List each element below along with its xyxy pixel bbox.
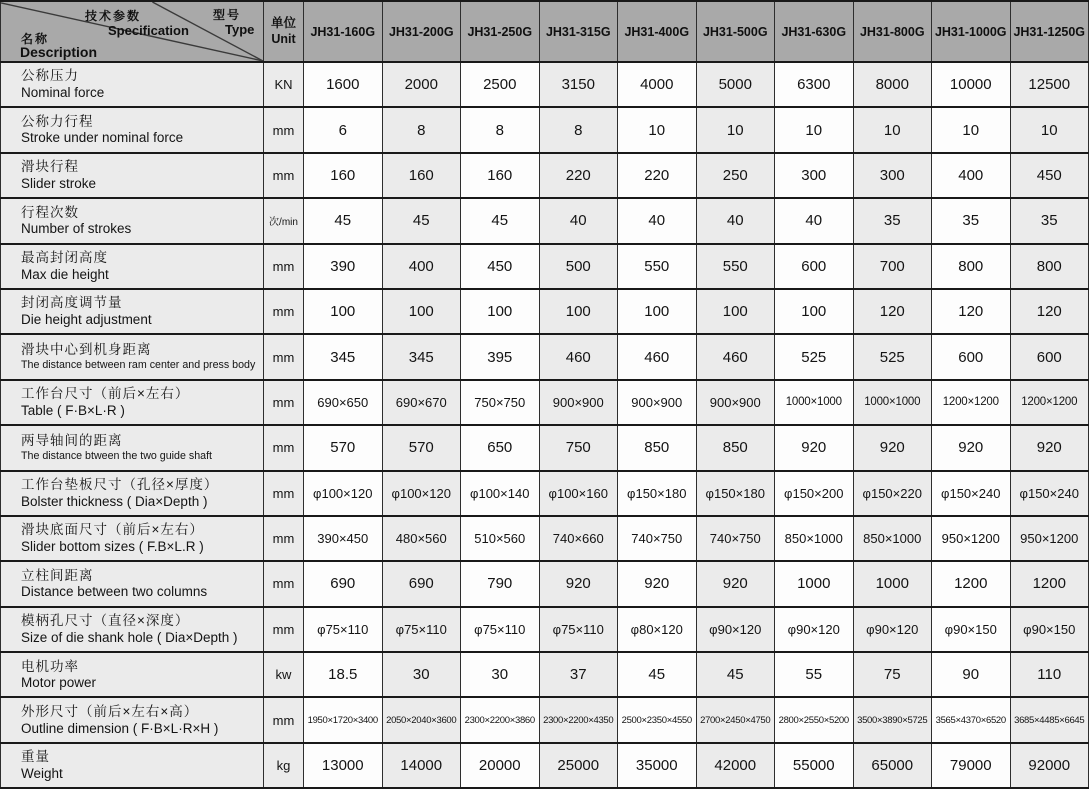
table-row: [1, 244, 1089, 289]
row-label: [1, 244, 264, 289]
value-cell: 2300×2200×4350: [539, 697, 618, 742]
value-cell: 45: [461, 198, 540, 243]
model-column-header: JH31-500G: [696, 1, 775, 62]
value-cell: 2000: [382, 62, 461, 107]
value-cell: 2500×2350×4550: [618, 697, 697, 742]
row-label: [1, 697, 264, 742]
row-label-zh: 重量: [21, 749, 50, 765]
value-cell: 250: [696, 153, 775, 198]
value-cell: 850: [618, 425, 697, 470]
value-cell: 55000: [775, 743, 854, 788]
row-label: [1, 153, 264, 198]
value-cell: 160: [461, 153, 540, 198]
value-cell: 1200×1200: [932, 380, 1011, 425]
value-cell: 6: [304, 107, 383, 152]
value-cell: 700: [853, 244, 932, 289]
value-cell: φ80×120: [618, 607, 697, 652]
value-cell: 12500: [1010, 62, 1089, 107]
value-cell: 10: [775, 107, 854, 152]
value-cell: 1200×1200: [1010, 380, 1089, 425]
row-label: [1, 516, 264, 561]
row-label-en: Max die height: [21, 266, 109, 282]
value-cell: φ100×120: [382, 471, 461, 516]
row-label-en: The distance btween the two guide shaft: [21, 449, 212, 462]
model-column-header: JH31-315G: [539, 1, 618, 62]
row-label-en: Slider stroke: [21, 175, 97, 191]
value-cell: 450: [1010, 153, 1089, 198]
value-cell: 1000: [775, 561, 854, 606]
unit-cell: 次/min: [264, 198, 304, 243]
value-cell: 920: [539, 561, 618, 606]
value-cell: 120: [1010, 289, 1089, 334]
value-cell: 920: [853, 425, 932, 470]
table-row: [1, 471, 1089, 516]
row-label-zh: 模柄孔尺寸（直径×深度）: [21, 613, 190, 629]
value-cell: 8000: [853, 62, 932, 107]
value-cell: 2300×2200×3860: [461, 697, 540, 742]
corner-type-zh: 型号: [213, 8, 242, 22]
value-cell: 45: [304, 198, 383, 243]
value-cell: 690×650: [304, 380, 383, 425]
value-cell: 525: [775, 334, 854, 379]
row-label-zh: 滑块底面尺寸（前后×左右）: [21, 522, 204, 538]
row-label-zh: 立柱间距离: [21, 567, 94, 583]
value-cell: 35: [853, 198, 932, 243]
value-cell: 600: [932, 334, 1011, 379]
model-column-header: JH31-630G: [775, 1, 854, 62]
unit-cell: mm: [264, 289, 304, 334]
row-label-en: Die height adjustment: [21, 311, 152, 327]
value-cell: 400: [932, 153, 1011, 198]
value-cell: φ150×240: [1010, 471, 1089, 516]
value-cell: 8: [539, 107, 618, 152]
value-cell: 1000: [853, 561, 932, 606]
row-label-en: Outline dimension ( F·B×L·R×H ): [21, 720, 219, 736]
value-cell: 45: [618, 652, 697, 697]
row-label: [1, 607, 264, 652]
row-label: [1, 743, 264, 788]
row-label-zh: 工作台尺寸（前后×左右）: [21, 386, 190, 402]
corner-type-en: Type: [225, 22, 255, 37]
table-body: [1, 62, 1089, 788]
value-cell: 1200: [932, 561, 1011, 606]
table-row: [1, 380, 1089, 425]
value-cell: 10: [1010, 107, 1089, 152]
value-cell: 550: [696, 244, 775, 289]
value-cell: 345: [382, 334, 461, 379]
value-cell: 460: [539, 334, 618, 379]
unit-cell: mm: [264, 561, 304, 606]
value-cell: 300: [853, 153, 932, 198]
value-cell: φ100×140: [461, 471, 540, 516]
row-label-zh: 公称力行程: [21, 113, 94, 129]
value-cell: 10: [618, 107, 697, 152]
value-cell: 8: [461, 107, 540, 152]
value-cell: 900×900: [618, 380, 697, 425]
row-label: [1, 425, 264, 470]
model-column-header: JH31-250G: [461, 1, 540, 62]
value-cell: 570: [304, 425, 383, 470]
row-label-en: Nominal force: [21, 85, 105, 101]
value-cell: 3565×4370×6520: [932, 697, 1011, 742]
value-cell: 4000: [618, 62, 697, 107]
value-cell: 740×750: [696, 516, 775, 561]
value-cell: 460: [618, 334, 697, 379]
value-cell: 1000×1000: [775, 380, 854, 425]
unit-cell: kw: [264, 652, 304, 697]
value-cell: φ150×240: [932, 471, 1011, 516]
corner-spec-zh: 技术参数: [85, 9, 142, 23]
table-row: [1, 561, 1089, 606]
value-cell: 1200: [1010, 561, 1089, 606]
value-cell: 690×670: [382, 380, 461, 425]
value-cell: 160: [382, 153, 461, 198]
value-cell: 18.5: [304, 652, 383, 697]
value-cell: 800: [932, 244, 1011, 289]
value-cell: 500: [539, 244, 618, 289]
value-cell: 600: [775, 244, 854, 289]
row-label: [1, 652, 264, 697]
unit-header-zh: 单位: [270, 15, 296, 30]
value-cell: 14000: [382, 743, 461, 788]
value-cell: 20000: [461, 743, 540, 788]
value-cell: 920: [696, 561, 775, 606]
row-label: [1, 289, 264, 334]
row-label-zh: 工作台垫板尺寸（孔径×厚度）: [21, 477, 219, 492]
value-cell: 900×900: [696, 380, 775, 425]
value-cell: 450: [461, 244, 540, 289]
value-cell: 10000: [932, 62, 1011, 107]
value-cell: 400: [382, 244, 461, 289]
corner-name-zh: 名称: [21, 32, 50, 46]
value-cell: 37: [539, 652, 618, 697]
unit-cell: mm: [264, 380, 304, 425]
table-row: [1, 289, 1089, 334]
unit-cell: mm: [264, 153, 304, 198]
value-cell: 950×1200: [1010, 516, 1089, 561]
value-cell: 45: [696, 652, 775, 697]
value-cell: 6300: [775, 62, 854, 107]
row-label-zh: 公称压力: [21, 68, 79, 84]
model-column-header: JH31-800G: [853, 1, 932, 62]
value-cell: 42000: [696, 743, 775, 788]
value-cell: 40: [775, 198, 854, 243]
value-cell: 395: [461, 334, 540, 379]
value-cell: 100: [461, 289, 540, 334]
value-cell: 90: [932, 652, 1011, 697]
value-cell: 2500: [461, 62, 540, 107]
value-cell: 850×1000: [853, 516, 932, 561]
row-label-zh: 滑块中心到机身距离: [21, 342, 152, 358]
table-row: [1, 153, 1089, 198]
model-column-header: JH31-160G: [304, 1, 383, 62]
value-cell: 525: [853, 334, 932, 379]
value-cell: 750: [539, 425, 618, 470]
value-cell: 160: [304, 153, 383, 198]
value-cell: 30: [461, 652, 540, 697]
value-cell: 13000: [304, 743, 383, 788]
value-cell: φ75×110: [304, 607, 383, 652]
value-cell: φ150×180: [696, 471, 775, 516]
value-cell: 920: [775, 425, 854, 470]
value-cell: 100: [775, 289, 854, 334]
value-cell: 950×1200: [932, 516, 1011, 561]
value-cell: 75: [853, 652, 932, 697]
value-cell: 1950×1720×3400: [304, 697, 383, 742]
corner-cell: [1, 1, 264, 62]
unit-cell: mm: [264, 607, 304, 652]
value-cell: 100: [618, 289, 697, 334]
table-row: [1, 62, 1089, 107]
value-cell: 5000: [696, 62, 775, 107]
value-cell: 100: [382, 289, 461, 334]
table-row: [1, 697, 1089, 742]
value-cell: 345: [304, 334, 383, 379]
value-cell: φ75×110: [382, 607, 461, 652]
unit-cell: mm: [264, 516, 304, 561]
value-cell: 690: [382, 561, 461, 606]
value-cell: 920: [932, 425, 1011, 470]
unit-cell: mm: [264, 471, 304, 516]
value-cell: φ90×120: [775, 607, 854, 652]
model-column-header: JH31-200G: [382, 1, 461, 62]
value-cell: 3685×4485×6645: [1010, 697, 1089, 742]
value-cell: 790: [461, 561, 540, 606]
row-label: [1, 334, 264, 379]
value-cell: φ150×200: [775, 471, 854, 516]
table-row: [1, 652, 1089, 697]
value-cell: 10: [853, 107, 932, 152]
row-label-en: Weight: [21, 765, 63, 781]
value-cell: 480×560: [382, 516, 461, 561]
value-cell: 30: [382, 652, 461, 697]
row-label-zh: 行程次数: [21, 204, 79, 220]
unit-column-header: [264, 1, 304, 62]
row-label-zh: 电机功率: [21, 658, 79, 674]
value-cell: 2050×2040×3600: [382, 697, 461, 742]
value-cell: 25000: [539, 743, 618, 788]
row-label: [1, 471, 264, 516]
row-label: [1, 62, 264, 107]
value-cell: 390: [304, 244, 383, 289]
value-cell: 390×450: [304, 516, 383, 561]
unit-cell: mm: [264, 107, 304, 152]
row-label-en: The distance between ram center and press body: [21, 358, 256, 371]
value-cell: 45: [382, 198, 461, 243]
row-label-en: Motor power: [21, 675, 97, 691]
value-cell: φ75×110: [461, 607, 540, 652]
row-label: [1, 107, 264, 152]
value-cell: 1600: [304, 62, 383, 107]
value-cell: 55: [775, 652, 854, 697]
value-cell: 92000: [1010, 743, 1089, 788]
value-cell: 510×560: [461, 516, 540, 561]
value-cell: 850×1000: [775, 516, 854, 561]
value-cell: 40: [539, 198, 618, 243]
value-cell: 740×660: [539, 516, 618, 561]
row-label-zh: 封闭高度调节量: [21, 295, 123, 311]
unit-cell: mm: [264, 244, 304, 289]
value-cell: 2700×2450×4750: [696, 697, 775, 742]
value-cell: 100: [539, 289, 618, 334]
table-row: [1, 743, 1089, 788]
value-cell: 35: [932, 198, 1011, 243]
table-row: [1, 425, 1089, 470]
unit-cell: kg: [264, 743, 304, 788]
corner-spec-en: Specification: [108, 23, 189, 38]
value-cell: 110: [1010, 652, 1089, 697]
model-column-header: JH31-1000G: [932, 1, 1011, 62]
value-cell: 600: [1010, 334, 1089, 379]
corner-name-en: Description: [20, 44, 98, 60]
value-cell: 100: [696, 289, 775, 334]
row-label-en: Size of die shank hole ( Dia×Depth ): [21, 629, 238, 645]
value-cell: 570: [382, 425, 461, 470]
value-cell: 10: [932, 107, 1011, 152]
row-label-en: Distance between two columns: [21, 584, 208, 600]
value-cell: 120: [853, 289, 932, 334]
value-cell: 900×900: [539, 380, 618, 425]
value-cell: 920: [618, 561, 697, 606]
table-row: [1, 516, 1089, 561]
value-cell: φ90×120: [853, 607, 932, 652]
value-cell: φ150×220: [853, 471, 932, 516]
value-cell: 35: [1010, 198, 1089, 243]
value-cell: 1000×1000: [853, 380, 932, 425]
row-label-zh: 外形尺寸（前后×左右×高）: [21, 703, 199, 719]
table-row: [1, 198, 1089, 243]
value-cell: 120: [932, 289, 1011, 334]
row-label-zh: 滑块行程: [21, 159, 79, 175]
value-cell: 850: [696, 425, 775, 470]
value-cell: 220: [539, 153, 618, 198]
value-cell: 550: [618, 244, 697, 289]
value-cell: 40: [696, 198, 775, 243]
value-cell: 220: [618, 153, 697, 198]
value-cell: 8: [382, 107, 461, 152]
value-cell: φ75×110: [539, 607, 618, 652]
row-label-zh: 两导轴间的距离: [21, 433, 123, 449]
value-cell: φ90×120: [696, 607, 775, 652]
unit-header-en: Unit: [271, 31, 296, 46]
row-label-en: Table ( F·B×L·R ): [21, 402, 125, 418]
row-label-zh: 最高封闭高度: [21, 250, 108, 266]
value-cell: 3150: [539, 62, 618, 107]
value-cell: φ150×180: [618, 471, 697, 516]
unit-cell: mm: [264, 697, 304, 742]
row-label: [1, 198, 264, 243]
value-cell: 460: [696, 334, 775, 379]
header-row: [1, 1, 1089, 62]
table-row: [1, 107, 1089, 152]
row-label-en: Slider bottom sizes ( F.B×L.R ): [21, 538, 204, 554]
table-row: [1, 334, 1089, 379]
value-cell: φ90×150: [932, 607, 1011, 652]
value-cell: 650: [461, 425, 540, 470]
value-cell: 10: [696, 107, 775, 152]
value-cell: 740×750: [618, 516, 697, 561]
value-cell: 300: [775, 153, 854, 198]
model-column-header: JH31-400G: [618, 1, 697, 62]
unit-cell: mm: [264, 334, 304, 379]
value-cell: 750×750: [461, 380, 540, 425]
row-label-en: Bolster thickness ( Dia×Depth ): [21, 493, 208, 509]
value-cell: 3500×3890×5725: [853, 697, 932, 742]
row-label-en: Stroke under nominal force: [21, 130, 184, 146]
value-cell: 920: [1010, 425, 1089, 470]
value-cell: 79000: [932, 743, 1011, 788]
value-cell: 800: [1010, 244, 1089, 289]
value-cell: φ100×120: [304, 471, 383, 516]
unit-cell: KN: [264, 62, 304, 107]
table-row: [1, 607, 1089, 652]
value-cell: 35000: [618, 743, 697, 788]
row-label-en: Number of strokes: [21, 221, 132, 237]
value-cell: 40: [618, 198, 697, 243]
value-cell: φ100×160: [539, 471, 618, 516]
value-cell: 100: [304, 289, 383, 334]
value-cell: 65000: [853, 743, 932, 788]
value-cell: 690: [304, 561, 383, 606]
row-label: [1, 561, 264, 606]
value-cell: 2800×2550×5200: [775, 697, 854, 742]
value-cell: φ90×150: [1010, 607, 1089, 652]
unit-cell: mm: [264, 425, 304, 470]
row-label: [1, 380, 264, 425]
model-column-header: JH31-1250G: [1010, 1, 1089, 62]
